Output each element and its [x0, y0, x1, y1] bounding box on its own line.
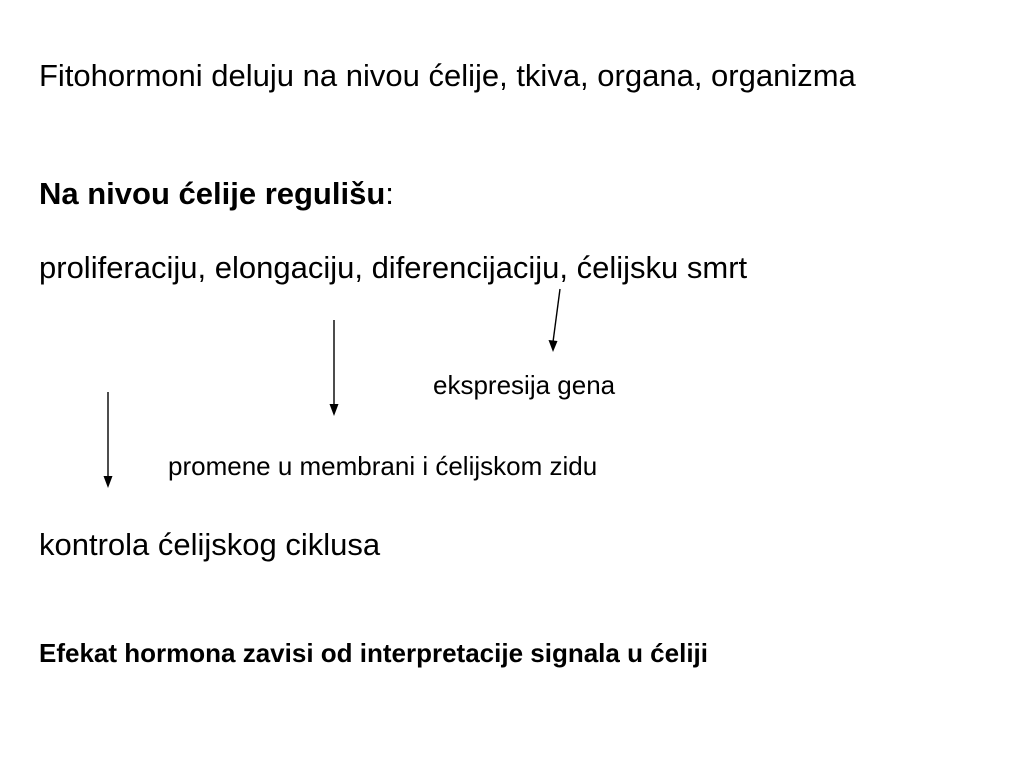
gene-expression-label: ekspresija gena [433, 370, 616, 400]
processes-list: proliferaciju, elongaciju, diferencijaciju, ćelijsku smrt [39, 250, 748, 285]
arrow-to-cell-cycle [104, 392, 113, 488]
cell-cycle-control: kontrola ćelijskog ciklusa [39, 527, 381, 562]
regulation-heading-bold: Na nivou ćelije regulišu [39, 176, 386, 211]
intro-text: Fitohormoni deluju na nivou ćelije, tkiva, organa, organizma [39, 58, 856, 93]
arrow-to-membrane-changes [330, 320, 339, 416]
arrow-to-gene-expression [549, 289, 561, 352]
regulation-heading-colon: : [385, 176, 394, 211]
hormone-effect-note: Efekat hormona zavisi od interpretacije signala u ćeliji [39, 638, 708, 668]
membrane-changes-label: promene u membrani i ćelijskom zidu [168, 451, 598, 481]
